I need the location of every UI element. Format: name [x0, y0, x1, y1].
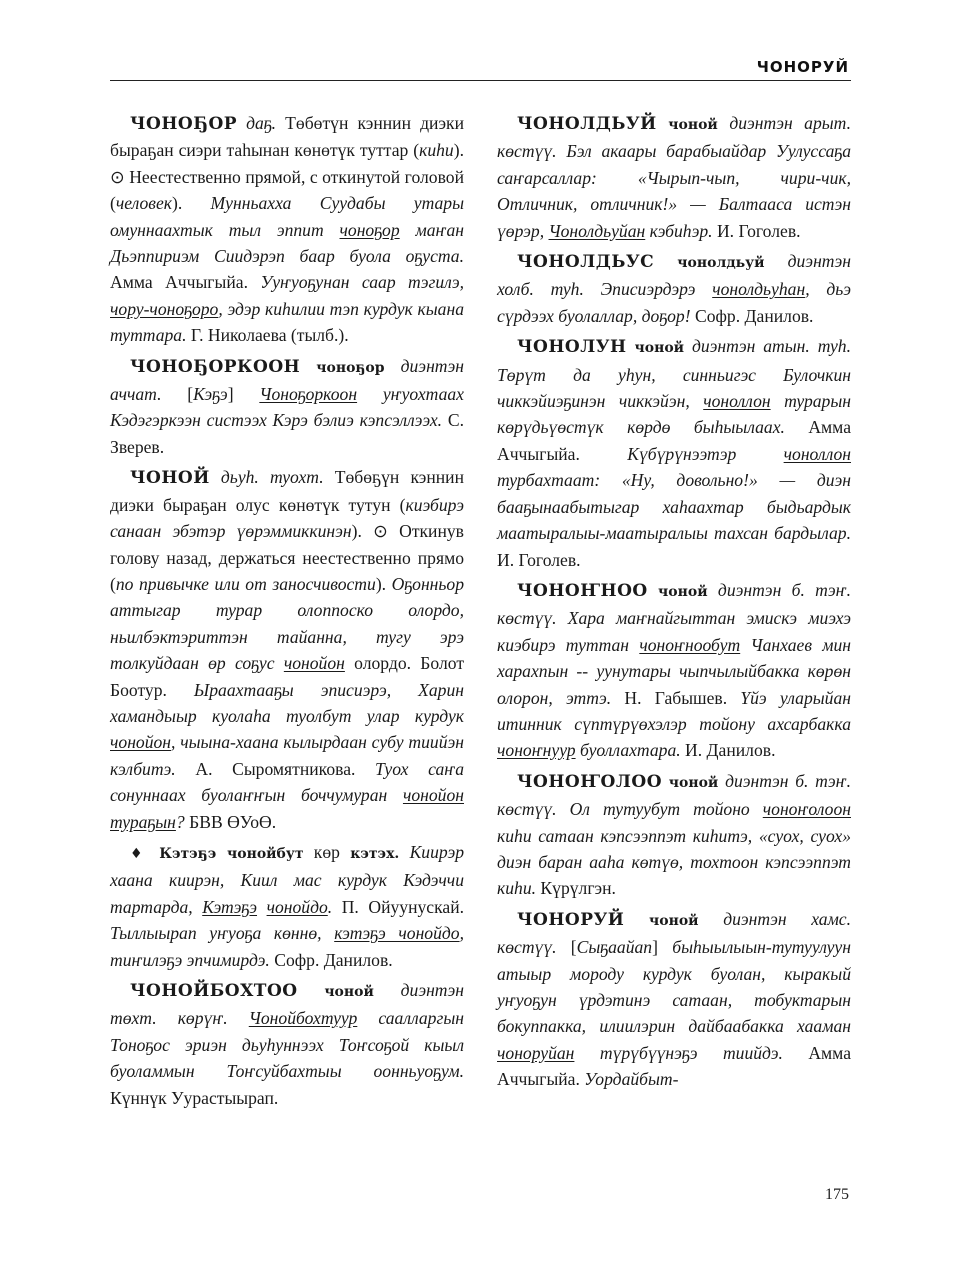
headword: ЧОНОЛДЬУС: [517, 252, 655, 273]
underlined-form: Кэтэҕэ: [202, 896, 258, 917]
base-word: чоной: [658, 583, 708, 600]
example: Ол тутуубут тойоно: [556, 799, 763, 820]
phrase-lead: ♦ Кэтэҕэ чонойбут: [130, 845, 304, 862]
grammar-note: дьуһ. туохт.: [220, 467, 324, 488]
underlined-form: чоноҕор: [339, 219, 400, 240]
entry-chonolun: ЧОНОЛУН чоной диэнтэн атын. туһ. Төрүт да уһун, синньигэс Булочкин чиккэйиэҕинэн чиккэйэн, чоноллон турарын көрүдьүөстүк көрдө быһыылаах. Амма Аччыгыйа. Күбүрүнээтэр чоноллон турбахтаат: «Ну, довольно!» — диэн бааҕынаабытыгар хаһаахтар быдьардык маатыралыы-маатыралыы тахсан бардылар. И. Гоголев.: [497, 336, 852, 570]
underlined-form: чоноҥнуур: [497, 740, 576, 761]
entry-chononnoo: ЧОНОҤНОО чоной диэнтэн б. тэҥ. көстүү. Хара маҥнайгыттан эмискэ миэхэ киэбирэ туттан чоноҥнообут Чанхаев мин харахпын -- уунутары чыпчылыйбакка көрөн олорон, эттэ. Н. Габышев. Үйэ уларыйан итинник сүптүрүөхэлэр тойону ахсарбакка чоноҥнуур буоллахтара. И. Данилов.: [497, 579, 851, 761]
entry-chonoy: ЧОНОЙ дьуһ. туохт. Төбөҕүн кэннин диэки быраҕан олус көнөтүк тутун (киэбирэ санаан эбэтэр үөрэммиккинэн). ⊙ Откинув голову назад, держаться неестественно прямо (по привычке или от заносчивости). Оҕонньор аттыгар турар олоппоско олордо, ньилбэктэриттэн тайанна, тугу эрэ толкуйдаан өр соҕус чонойон олордо. Болот Боотур. Ыраахтааҕы эписиэрэ, Харин хамандыыр куолаһа туолбут улар курдук чонойон, чыына-хаана кылырдаан субу тиийэн кэлбитэ. А. Сыромятникова. Туох саҥа сонуннаах буолаҥҥын боччумуран чонойон тураҕын? БВВ ӨУоӨ.: [110, 467, 465, 832]
source: Амма Аччыгыйа.: [497, 1042, 851, 1090]
example: Эписиэрдэрэ: [583, 279, 713, 300]
underlined-form: чоноруйан: [497, 1042, 575, 1063]
grammar-note: диэнтэн атын. туһ.: [691, 336, 851, 357]
entry-chononoloo: ЧОНОҤОЛОО чоной диэнтэн б. тэҥ. көстүү. Ол тутуубут тойоно чоноҥолоон киһи сатаан кэпсээппэт киһитэ, «суох, суох» диэн баран ааһа көтүө, тохтоон кэпсээппэт киһи. Күрүлгэн.: [497, 770, 851, 899]
underlined-form: Чоноҕоркоон: [259, 384, 358, 405]
grammar-note: диэнтэн б. тэҥ. көстүү.: [497, 579, 851, 629]
source: Күрүлгэн.: [536, 878, 616, 899]
source: И. Гоголев.: [712, 220, 801, 241]
grammar-note: диэнтэн арыт. көстүү.: [497, 113, 852, 162]
example: Төрүт да уһун, синньигэс Булочкин чиккэйиэҕинэн чиккэйэн,: [497, 364, 851, 412]
underlined-form: чору-чоноҕоро: [110, 298, 219, 319]
underlined-form: чоноҥолоон: [762, 799, 851, 820]
headword: ЧОНОЙБОХТОО: [130, 981, 298, 1001]
example: Хара маҥнайгыттан эмискэ миэхэ киэбирэ туттан: [497, 608, 851, 655]
base-word: чоной: [634, 340, 685, 357]
cross-reference: кэтэх.: [350, 845, 400, 862]
entry-chonogor: ЧОНОҔОР даҕ. Төбөтүн кэннин диэки быраҕан сиэри таһынан көнөтүк туттар (киһи). ⊙ Неестественно прямой, с откинутой головой (человек). Мунньахха Суудабы утары омуннаахтык тыл эппит чоноҕор маҥан Дьэппириэм Сиидэрэп баар буола оҕуста. Амма Аччыгыйа. Ууҥуоҕунан саар тэгилэ, чору-чоноҕоро, эдэр киһилии тэп курдук кыана туттара. Г. Николаева (тылб.).: [110, 113, 464, 346]
page-number: 175: [825, 1186, 849, 1203]
grammar-note: диэнтэн б. тэҥ. көстүү.: [497, 770, 851, 820]
source: Амма Аччыгыйа.: [497, 417, 852, 464]
left-column: [110, 110, 464, 1115]
underlined-form: тураҕын: [110, 811, 176, 832]
example: Оҕонньор аттыгар турар олоппоско олордо, ньилбэктэриттэн тайанна, тугу эрэ толкуйдаан өр соҕус: [110, 573, 465, 674]
underlined-form: чонойон: [110, 732, 172, 753]
source: А. Сыромятникова.: [175, 758, 376, 779]
base-word: чоной: [668, 774, 719, 791]
example: Бэл акаары барабыайдар Уулуссаҕа саҥарсаллар: «Чырып-чып, чири-чик, Отличник, отличник!» — Балтааса истэн үөрэр,: [497, 141, 851, 241]
source: С. Зверев.: [110, 410, 464, 457]
underlined-form: чоноҥнообут: [639, 634, 741, 655]
grammar-note: диэнтэн төхт. көрүҥ.: [110, 980, 464, 1029]
running-head: ЧОНОРУЙ: [756, 58, 849, 76]
base-word: чоноҕор: [316, 359, 385, 376]
grammar-note: диэнтэн аччат.: [110, 355, 464, 405]
base-word: чоной: [648, 912, 699, 929]
headword: ЧОНОҔОР: [130, 114, 238, 134]
headword: ЧОНОЛДЬУЙ: [517, 114, 657, 134]
grammar-note: даҕ.: [246, 113, 277, 133]
headword: ЧОНОРУЙ: [517, 909, 625, 930]
underlined-form: чонойон: [283, 653, 345, 674]
entry-chonogorkoon: ЧОНОҔОРКООН чоноҕор диэнтэн аччат. [Кэҕэ] Чоноҕоркоон уҥуохтаах Кэдэгэркээн систээх Кэрэ бэлиэ кэпсэллээх. С. Зверев.: [110, 355, 464, 457]
base-word: чоной: [324, 984, 374, 1000]
underlined-form: чонолдьуһан: [712, 279, 806, 300]
source: БВВ ӨУоӨ.: [184, 811, 277, 832]
entry-chonoldyuy: ЧОНОЛДЬУЙ чоной диэнтэн арыт. көстүү. Бэл акаары барабыайдар Уулуссаҕа саҥарсаллар: «Чырып-чып, чири-чик, Отличник, отличник!» — Балтааса истэн үөрэр, Чонолдьуйан кэбиһэр. И. Гоголев.: [497, 113, 852, 241]
entry-chonoruy: ЧОНОРУЙ чоной диэнтэн хамс. көстүү. [Сыҕаайап] быһыылыын-тутуулуун атыыр мороду курдук буолан, кыракый уҥуоҕун үрдэтинэ сатаан, тобуктарын бокуппакка, илиилэрин дайбаабакка хааман чоноруйан түрүбүүнэҕэ тиийдэ. Амма Аччыгыйа. Уордайбыт-: [497, 908, 851, 1090]
underlined-form: Чонолдьуйан: [548, 220, 646, 241]
underlined-form: чоноллон: [703, 391, 771, 412]
headword: ЧОНОҤОЛОО: [517, 771, 663, 792]
source: Г. Николаева (тылб.).: [186, 325, 349, 346]
grammar-note: диэнтэн холб. туһ.: [497, 251, 851, 300]
example: Мунньахха Суудабы утары омуннаахтык тыл эппит: [110, 193, 464, 240]
entry-chonoldyus: ЧОНОЛДЬУС чонолдьуй диэнтэн холб. туһ. Эписиэрдэрэ чонолдьуһан, дьэ сүрдээх буолаллар, доҕор! Софр. Данилов.: [497, 251, 851, 326]
header-rule: [110, 80, 851, 81]
example: Киирэр хаана киирэн, Киил мас курдук Кэдэччи тартарда,: [110, 841, 464, 917]
underlined-form: кэтэҕэ чонойдо: [334, 923, 460, 944]
underlined-form: чоноллон: [783, 443, 851, 464]
headword: ЧОНОҤНОО: [517, 580, 648, 601]
source: Күннүк Уурастыырап.: [110, 1087, 279, 1108]
source: Амма Аччыгыйа.: [110, 272, 261, 293]
source: олордо. Болот Боотур.: [110, 653, 465, 700]
underlined-form: чонойдо: [266, 896, 328, 917]
base-word: чоной: [668, 117, 718, 133]
headword: ЧОНОЛУН: [517, 337, 627, 358]
headword: ЧОНОҔОРКООН: [130, 356, 301, 377]
source: И. Данилов.: [680, 740, 776, 761]
base-word: чонолдьуй: [677, 255, 765, 272]
source: Софр. Данилов.: [690, 305, 814, 326]
source: Н. Габышев.: [611, 687, 741, 708]
underlined-form: чонойон: [402, 785, 464, 806]
source: П. Ойуунускай.: [332, 896, 465, 917]
entry-chonoybokhtoo: [110, 977, 464, 1111]
entry-ketege-chonoybut: ♦ Кэтэҕэ чонойбут көр кэтэх. Киирэр хаана киирэн, Киил мас курдук Кэдэччи тартарда, Кэтэҕэ чонойдо. П. Ойуунускай. Тыллыырап уҥуоҕа көннө, кэтэҕэ чонойдо, тиҥилэҕэ эпчимирдэ. Софр. Данилов.: [110, 841, 465, 970]
example: саалларгын Тоноҕос эриэн дьуһуннээх Тоҥсоҕой кыыл буоламмын Тоҥсуйбахтыы оонньуоҕум.: [110, 1008, 464, 1082]
right-column: [497, 110, 851, 1097]
source: И. Гоголев.: [497, 549, 581, 570]
example: уҥуохтаах Кэдэгэркээн систээх Кэрэ бэлиэ кэпсэллээх.: [110, 384, 464, 431]
example: быһыылыын-тутуулуун атыыр мороду курдук буолан, кыракый уҥуоҕун үрдэтинэ сатаан, тобуктарын бокуппакка, илиилэрин дайбаабакка хааман: [497, 937, 851, 1037]
headword: ЧОНОЙ: [130, 468, 210, 489]
underlined-form: Чонойбохтуур: [248, 1008, 358, 1029]
grammar-note: диэнтэн хамс. көстүү.: [497, 908, 851, 958]
source: Софр. Данилов.: [269, 949, 393, 970]
